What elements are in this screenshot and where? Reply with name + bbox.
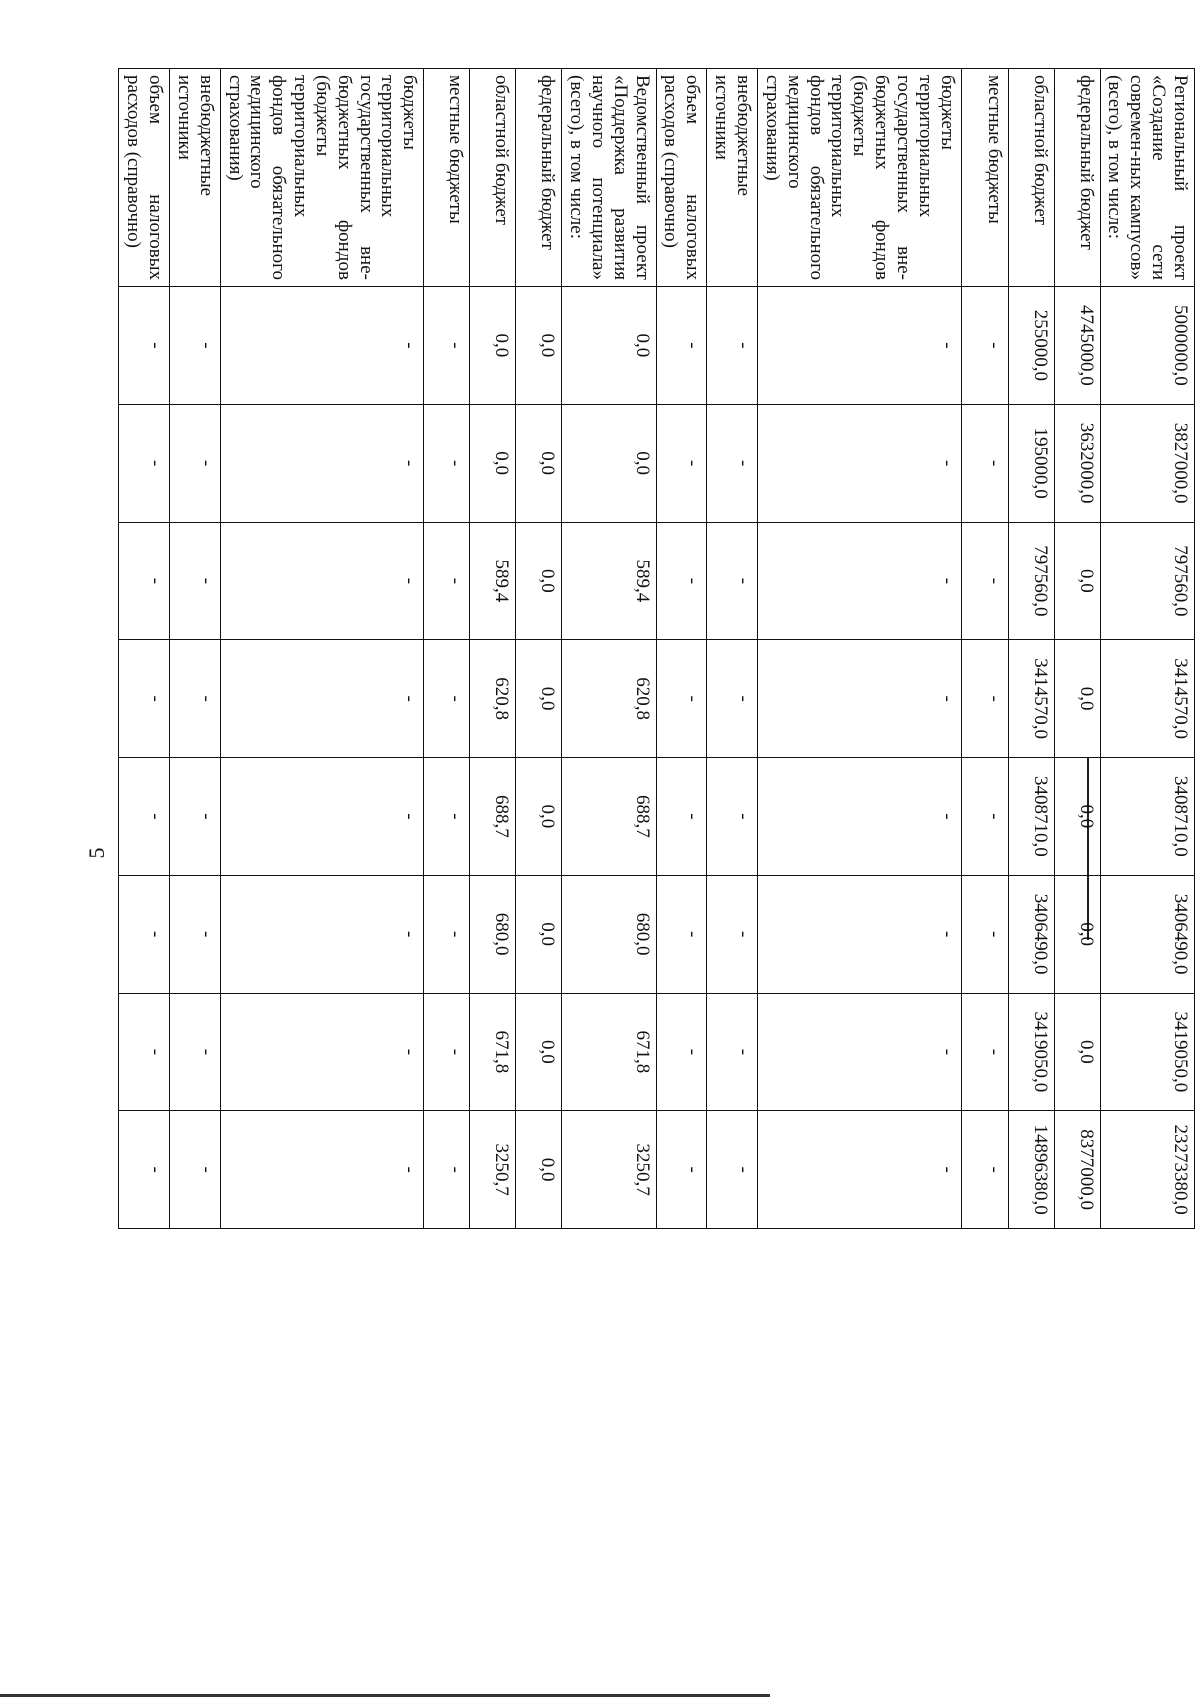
table-row [1100,69,1194,1229]
value-cell: - [961,1111,1008,1229]
value-cell: - [707,1111,758,1229]
value-cell: 3408710,0 [1008,758,1054,876]
row-label: объем налоговых расходов (справочно) [656,69,707,287]
value-cell: 3408710,0 [1100,758,1194,876]
value-cell: 14896380,0 [1008,1111,1054,1229]
value-cell: - [170,287,221,405]
value-cell: 0,0 [1054,875,1100,993]
row-label: Региональный проект «Создание сети современ-ных кампусов» (всего), в том числе: [1100,69,1194,287]
value-cell: - [424,758,470,876]
value-cell: - [170,993,221,1111]
table-row [516,69,562,1229]
row-label: федеральный бюджет [1054,69,1100,287]
value-cell: 4745000,0 [1054,287,1100,405]
value-cell: 620,8 [470,640,516,758]
value-cell: 0,0 [516,522,562,640]
budget-table [118,68,1195,1229]
value-cell: - [758,522,962,640]
value-cell: 797560,0 [1008,522,1054,640]
value-cell: - [961,404,1008,522]
value-cell: 3419050,0 [1100,993,1194,1111]
rotated-table-container [123,68,1195,1228]
scan-edge-line [0,1694,770,1697]
row-label: местные бюджеты [961,69,1008,287]
value-cell: - [119,993,170,1111]
value-cell: 589,4 [562,522,656,640]
value-cell: - [656,1111,707,1229]
value-cell: 589,4 [470,522,516,640]
value-cell: 0,0 [1054,640,1100,758]
table-row [961,69,1008,1229]
value-cell: - [656,758,707,876]
value-cell: - [656,875,707,993]
value-cell: - [220,758,424,876]
value-cell: - [220,640,424,758]
value-cell: 3414570,0 [1008,640,1054,758]
value-cell: - [758,875,962,993]
value-cell: - [758,404,962,522]
value-cell: 0,0 [516,875,562,993]
value-cell: - [707,287,758,405]
value-cell: 0,0 [562,287,656,405]
value-cell: - [707,522,758,640]
value-cell: 3632000,0 [1054,404,1100,522]
value-cell: 3406490,0 [1008,875,1054,993]
value-cell: 0,0 [1054,993,1100,1111]
row-label: бюджеты территориальных государственных вне-бюджетных фондов (бюджеты территориальных фондов обязательного медицинского страхования) [758,69,962,287]
value-cell: 680,0 [470,875,516,993]
value-cell: - [758,1111,962,1229]
value-cell: - [758,640,962,758]
page-number: 5 [84,847,109,859]
value-cell: - [424,640,470,758]
value-cell: 255000,0 [1008,287,1054,405]
value-cell: - [961,522,1008,640]
value-cell: - [656,640,707,758]
row-label: бюджеты территориальных государственных вне-бюджетных фондов (бюджеты территориальных фондов обязательного медицинского страхования) [220,69,424,287]
value-cell: 8377000,0 [1054,1111,1100,1229]
value-cell: - [220,993,424,1111]
value-cell: 680,0 [562,875,656,993]
table-row [758,69,962,1229]
value-cell: - [961,758,1008,876]
value-cell: 23273380,0 [1100,1111,1194,1229]
table-row [562,69,656,1229]
table-row [707,69,758,1229]
value-cell: 3827000,0 [1100,404,1194,522]
value-cell: 671,8 [470,993,516,1111]
value-cell: - [119,404,170,522]
row-label: областной бюджет [1008,69,1054,287]
value-cell: 0,0 [516,1111,562,1229]
table-row [119,69,170,1229]
value-cell: - [961,287,1008,405]
value-cell: 3250,7 [470,1111,516,1229]
value-cell: - [220,522,424,640]
value-cell: 5000000,0 [1100,287,1194,405]
value-cell: 797560,0 [1100,522,1194,640]
value-cell: - [424,1111,470,1229]
value-cell: - [119,875,170,993]
value-cell: 3414570,0 [1100,640,1194,758]
value-cell: - [170,875,221,993]
value-cell: 0,0 [1054,522,1100,640]
value-cell: - [170,404,221,522]
row-label: объем налоговых расходов (справочно) [119,69,170,287]
table-row [220,69,424,1229]
value-cell: - [220,404,424,522]
value-cell: 0,0 [1054,758,1100,876]
value-cell: 0,0 [470,287,516,405]
value-cell: 688,7 [470,758,516,876]
value-cell: - [424,875,470,993]
value-cell: - [220,1111,424,1229]
value-cell: 0,0 [516,404,562,522]
value-cell: 0,0 [516,993,562,1111]
row-label: местные бюджеты [424,69,470,287]
value-cell: 0,0 [516,287,562,405]
table-row [170,69,221,1229]
value-cell: - [656,993,707,1111]
value-cell: - [656,287,707,405]
value-cell: 688,7 [562,758,656,876]
value-cell: 3419050,0 [1008,993,1054,1111]
row-label: внебюджетные источники [707,69,758,287]
value-cell: - [961,993,1008,1111]
value-cell: - [119,522,170,640]
value-cell: - [170,1111,221,1229]
row-label: областной бюджет [470,69,516,287]
value-cell: - [424,404,470,522]
table-row [1054,69,1100,1229]
value-cell: 3250,7 [562,1111,656,1229]
value-cell: - [119,1111,170,1229]
row-label: Ведомственный проект «Поддержка развития научного потенциала» (всего), в том числе: [562,69,656,287]
value-cell: - [758,758,962,876]
value-cell: - [170,758,221,876]
value-cell: - [656,522,707,640]
value-cell: 671,8 [562,993,656,1111]
value-cell: - [424,993,470,1111]
value-cell: 0,0 [516,640,562,758]
value-cell: - [170,522,221,640]
value-cell: - [758,993,962,1111]
value-cell: 3406490,0 [1100,875,1194,993]
value-cell: - [707,404,758,522]
value-cell: - [119,640,170,758]
value-cell: - [220,875,424,993]
value-cell: - [119,758,170,876]
value-cell: - [707,875,758,993]
value-cell: - [707,993,758,1111]
row-label: федеральный бюджет [516,69,562,287]
value-cell: 0,0 [562,404,656,522]
row-label: внебюджетные источники [170,69,221,287]
value-cell: 620,8 [562,640,656,758]
value-cell: 0,0 [516,758,562,876]
value-cell: - [220,287,424,405]
table-row [424,69,470,1229]
value-cell: - [758,287,962,405]
value-cell: - [961,640,1008,758]
value-cell: 195000,0 [1008,404,1054,522]
value-cell: - [170,640,221,758]
value-cell: - [424,287,470,405]
value-cell: - [656,404,707,522]
value-cell: - [707,758,758,876]
table-row [1008,69,1054,1229]
table-row [656,69,707,1229]
value-cell: - [961,875,1008,993]
value-cell: - [707,640,758,758]
table-row [470,69,516,1229]
value-cell: - [424,522,470,640]
value-cell: 0,0 [470,404,516,522]
value-cell: - [119,287,170,405]
